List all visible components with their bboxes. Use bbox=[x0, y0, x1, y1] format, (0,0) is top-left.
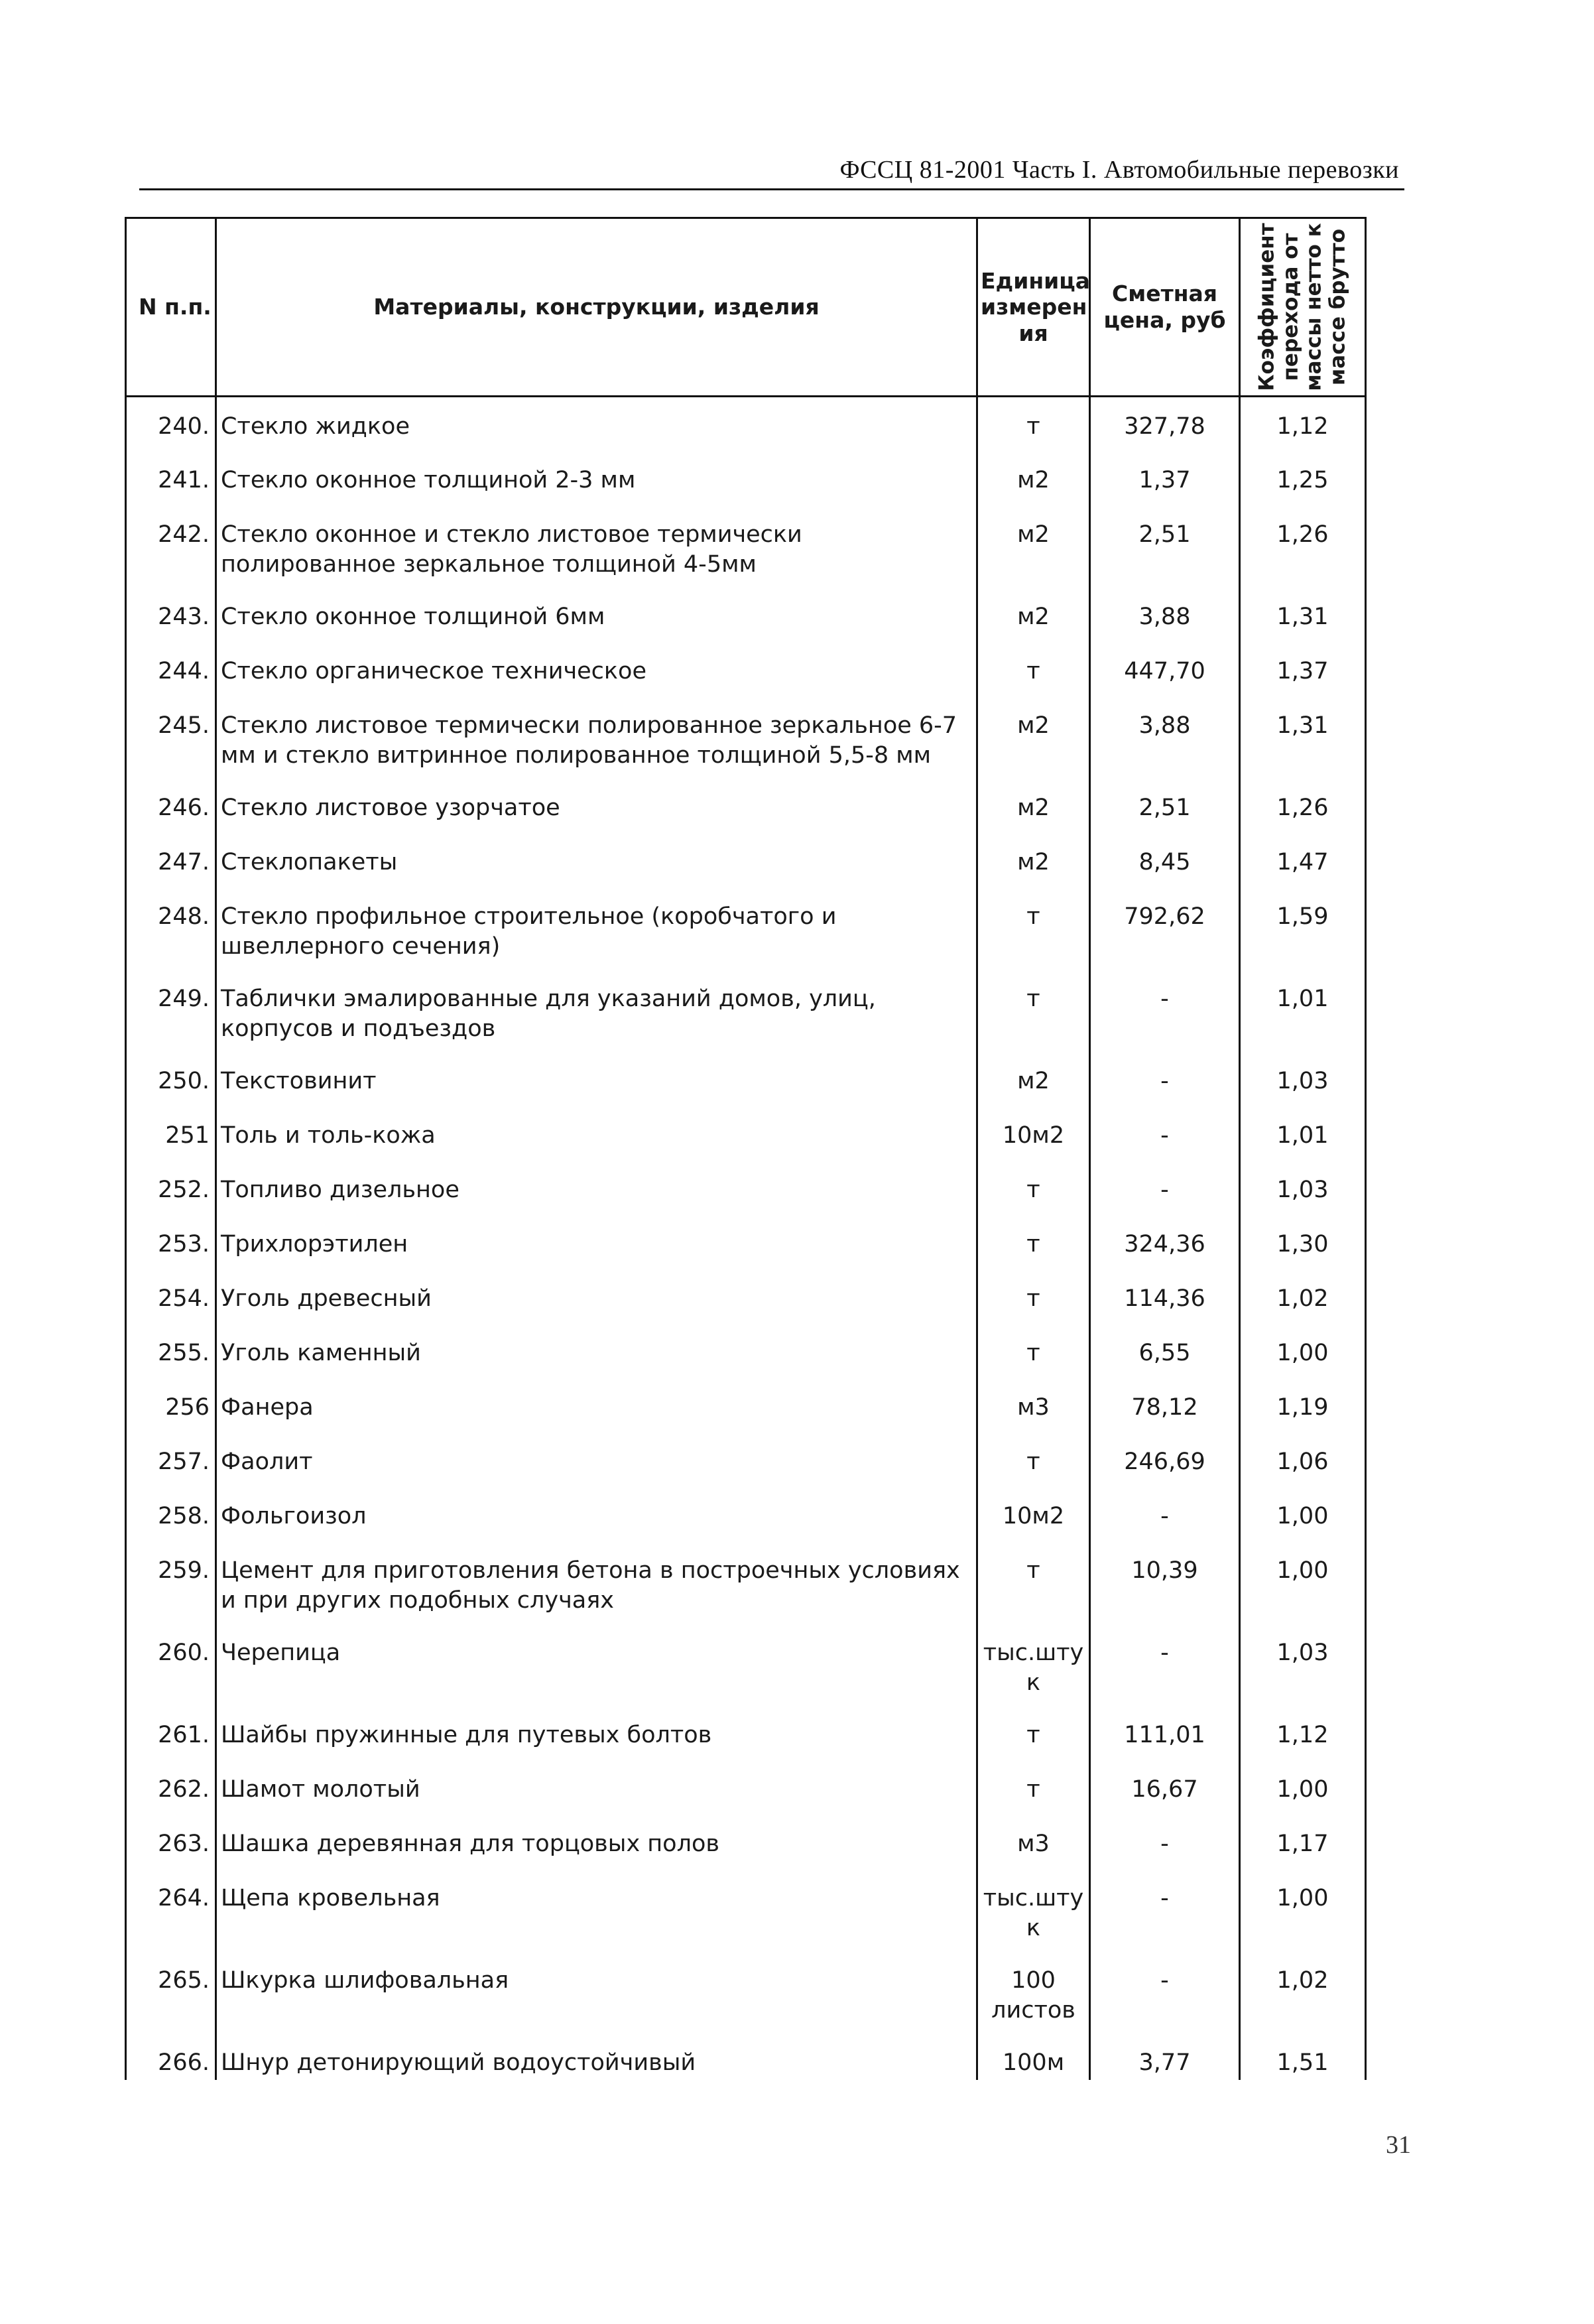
conversion-coefficient: 1,26 bbox=[1240, 505, 1366, 588]
unit-of-measure: т bbox=[977, 397, 1090, 451]
row-number: 250. bbox=[126, 1052, 216, 1106]
material-name: Щепа кровельная bbox=[216, 1869, 977, 1951]
row-number: 266. bbox=[126, 2033, 216, 2080]
row-number: 251 bbox=[126, 1106, 216, 1161]
material-name: Стекло органическое техническое bbox=[216, 642, 977, 696]
table-row bbox=[126, 505, 1366, 588]
table-row bbox=[126, 1869, 1366, 1951]
conversion-coefficient: 1,03 bbox=[1240, 1161, 1366, 1215]
material-name: Уголь каменный bbox=[216, 1324, 977, 1378]
unit-of-measure: м2 bbox=[977, 833, 1090, 887]
table-row bbox=[126, 833, 1366, 887]
estimated-price: - bbox=[1090, 1624, 1240, 1706]
table-row bbox=[126, 1106, 1366, 1161]
table-row bbox=[126, 1215, 1366, 1269]
estimated-price: - bbox=[1090, 1052, 1240, 1106]
unit-of-measure: 10м2 bbox=[977, 1106, 1090, 1161]
estimated-price: 324,36 bbox=[1090, 1215, 1240, 1269]
conversion-coefficient: 1,00 bbox=[1240, 1869, 1366, 1951]
material-name: Стекло листовое узорчатое bbox=[216, 779, 977, 833]
conversion-coefficient: 1,12 bbox=[1240, 397, 1366, 451]
row-number: 255. bbox=[126, 1324, 216, 1378]
unit-of-measure: т bbox=[977, 1215, 1090, 1269]
unit-of-measure: т bbox=[977, 642, 1090, 696]
unit-of-measure: тыс.шту к bbox=[977, 1624, 1090, 1706]
conversion-coefficient: 1,00 bbox=[1240, 1487, 1366, 1541]
material-name: Черепица bbox=[216, 1624, 977, 1706]
column-header-number: N п.п. bbox=[126, 218, 216, 397]
unit-of-measure: 10м2 bbox=[977, 1487, 1090, 1541]
conversion-coefficient: 1,25 bbox=[1240, 451, 1366, 505]
conversion-coefficient: 1,00 bbox=[1240, 1760, 1366, 1815]
material-name: Стекло профильное строительное (коробчатого и швеллерного сечения) bbox=[216, 887, 977, 970]
row-number: 257. bbox=[126, 1433, 216, 1487]
page-header bbox=[139, 151, 1404, 190]
conversion-coefficient: 1,47 bbox=[1240, 833, 1366, 887]
table-row bbox=[126, 970, 1366, 1052]
row-number: 259. bbox=[126, 1541, 216, 1624]
row-number: 248. bbox=[126, 887, 216, 970]
table-row bbox=[126, 1624, 1366, 1706]
unit-of-measure: тыс.шту к bbox=[977, 1869, 1090, 1951]
material-name: Стекло оконное и стекло листовое термически полированное зеркальное толщиной 4-5мм bbox=[216, 505, 977, 588]
row-number: 261. bbox=[126, 1706, 216, 1760]
conversion-coefficient: 1,03 bbox=[1240, 1624, 1366, 1706]
table-row bbox=[126, 1706, 1366, 1760]
conversion-coefficient: 1,02 bbox=[1240, 1269, 1366, 1324]
material-name: Текстовинит bbox=[216, 1052, 977, 1106]
estimated-price: 1,37 bbox=[1090, 451, 1240, 505]
table-body bbox=[126, 397, 1366, 2080]
material-name: Толь и толь-кожа bbox=[216, 1106, 977, 1161]
row-number: 254. bbox=[126, 1269, 216, 1324]
row-number: 265. bbox=[126, 1951, 216, 2033]
page-number: 31 bbox=[1386, 2131, 1411, 2159]
row-number: 241. bbox=[126, 451, 216, 505]
row-number: 258. bbox=[126, 1487, 216, 1541]
estimated-price: 16,67 bbox=[1090, 1760, 1240, 1815]
estimated-price: 114,36 bbox=[1090, 1269, 1240, 1324]
conversion-coefficient: 1,17 bbox=[1240, 1815, 1366, 1869]
estimated-price: 792,62 bbox=[1090, 887, 1240, 970]
conversion-coefficient: 1,03 bbox=[1240, 1052, 1366, 1106]
unit-of-measure: м2 bbox=[977, 588, 1090, 642]
row-number: 242. bbox=[126, 505, 216, 588]
conversion-coefficient: 1,01 bbox=[1240, 970, 1366, 1052]
column-header-coefficient bbox=[1240, 218, 1366, 397]
table-row bbox=[126, 588, 1366, 642]
table-row bbox=[126, 1487, 1366, 1541]
row-number: 247. bbox=[126, 833, 216, 887]
estimated-price: 447,70 bbox=[1090, 642, 1240, 696]
row-number: 245. bbox=[126, 696, 216, 779]
row-number: 240. bbox=[126, 397, 216, 451]
table-row bbox=[126, 1433, 1366, 1487]
estimated-price: 6,55 bbox=[1090, 1324, 1240, 1378]
unit-of-measure: т bbox=[977, 1760, 1090, 1815]
row-number: 249. bbox=[126, 970, 216, 1052]
table-row bbox=[126, 1760, 1366, 1815]
table-row bbox=[126, 1541, 1366, 1624]
material-name: Стекло листовое термически полированное зеркальное 6-7 мм и стекло витринное полированное толщиной 5,5-8 мм bbox=[216, 696, 977, 779]
estimated-price: 327,78 bbox=[1090, 397, 1240, 451]
unit-of-measure: т bbox=[977, 1269, 1090, 1324]
unit-of-measure: м2 bbox=[977, 779, 1090, 833]
table-row bbox=[126, 1324, 1366, 1378]
material-name: Шкурка шлифовальная bbox=[216, 1951, 977, 2033]
unit-of-measure: м2 bbox=[977, 1052, 1090, 1106]
conversion-coefficient: 1,01 bbox=[1240, 1106, 1366, 1161]
estimated-price: 3,88 bbox=[1090, 588, 1240, 642]
estimated-price: 8,45 bbox=[1090, 833, 1240, 887]
table-row bbox=[126, 779, 1366, 833]
table-row bbox=[126, 696, 1366, 779]
estimated-price: - bbox=[1090, 1487, 1240, 1541]
estimated-price: 2,51 bbox=[1090, 505, 1240, 588]
material-name: Стеклопакеты bbox=[216, 833, 977, 887]
material-name: Таблички эмалированные для указаний домов, улиц, корпусов и подъездов bbox=[216, 970, 977, 1052]
material-name: Шайбы пружинные для путевых болтов bbox=[216, 1706, 977, 1760]
table-row bbox=[126, 1052, 1366, 1106]
table-header bbox=[126, 218, 1366, 397]
material-name: Топливо дизельное bbox=[216, 1161, 977, 1215]
material-name: Уголь древесный bbox=[216, 1269, 977, 1324]
conversion-coefficient: 1,37 bbox=[1240, 642, 1366, 696]
conversion-coefficient: 1,59 bbox=[1240, 887, 1366, 970]
estimated-price: 3,88 bbox=[1090, 696, 1240, 779]
unit-of-measure: т bbox=[977, 1161, 1090, 1215]
material-name: Фаолит bbox=[216, 1433, 977, 1487]
material-name: Шнур детонирующий водоустойчивый bbox=[216, 2033, 977, 2080]
unit-of-measure: м2 bbox=[977, 505, 1090, 588]
table-row bbox=[126, 1951, 1366, 2033]
row-number: 264. bbox=[126, 1869, 216, 1951]
conversion-coefficient: 1,19 bbox=[1240, 1378, 1366, 1433]
material-name: Фольгоизол bbox=[216, 1487, 977, 1541]
unit-of-measure: т bbox=[977, 1706, 1090, 1760]
material-name: Стекло оконное толщиной 6мм bbox=[216, 588, 977, 642]
running-title: ФССЦ 81-2001 Часть I. Автомобильные перевозки bbox=[839, 156, 1399, 184]
material-name: Трихлорэтилен bbox=[216, 1215, 977, 1269]
estimated-price: - bbox=[1090, 1869, 1240, 1951]
row-number: 243. bbox=[126, 588, 216, 642]
material-name: Шамот молотый bbox=[216, 1760, 977, 1815]
conversion-coefficient: 1,06 bbox=[1240, 1433, 1366, 1487]
conversion-coefficient: 1,30 bbox=[1240, 1215, 1366, 1269]
estimated-price: 78,12 bbox=[1090, 1378, 1240, 1433]
row-number: 263. bbox=[126, 1815, 216, 1869]
unit-of-measure: 100м bbox=[977, 2033, 1090, 2080]
column-header-price: Сметная цена, руб bbox=[1090, 218, 1240, 397]
table-row bbox=[126, 642, 1366, 696]
table-row bbox=[126, 451, 1366, 505]
estimated-price: 246,69 bbox=[1090, 1433, 1240, 1487]
estimated-price: - bbox=[1090, 1106, 1240, 1161]
estimated-price: - bbox=[1090, 1951, 1240, 2033]
material-name: Стекло оконное толщиной 2-3 мм bbox=[216, 451, 977, 505]
row-number: 244. bbox=[126, 642, 216, 696]
conversion-coefficient: 1,00 bbox=[1240, 1541, 1366, 1624]
estimated-price: - bbox=[1090, 1815, 1240, 1869]
conversion-coefficient: 1,31 bbox=[1240, 588, 1366, 642]
unit-of-measure: м3 bbox=[977, 1815, 1090, 1869]
estimated-price: - bbox=[1090, 970, 1240, 1052]
row-number: 256 bbox=[126, 1378, 216, 1433]
price-table bbox=[125, 217, 1367, 2080]
conversion-coefficient: 1,51 bbox=[1240, 2033, 1366, 2080]
column-header-unit: Единица измерен ия bbox=[977, 218, 1090, 397]
conversion-coefficient: 1,31 bbox=[1240, 696, 1366, 779]
table-row bbox=[126, 1161, 1366, 1215]
estimated-price: - bbox=[1090, 1161, 1240, 1215]
unit-of-measure: т bbox=[977, 970, 1090, 1052]
price-table-container bbox=[125, 217, 1367, 2080]
row-number: 260. bbox=[126, 1624, 216, 1706]
conversion-coefficient: 1,12 bbox=[1240, 1706, 1366, 1760]
estimated-price: 2,51 bbox=[1090, 779, 1240, 833]
table-row bbox=[126, 1815, 1366, 1869]
material-name: Шашка деревянная для торцовых полов bbox=[216, 1815, 977, 1869]
column-header-material: Материалы, конструкции, изделия bbox=[216, 218, 977, 397]
unit-of-measure: т bbox=[977, 887, 1090, 970]
table-row bbox=[126, 1378, 1366, 1433]
material-name: Фанера bbox=[216, 1378, 977, 1433]
estimated-price: 111,01 bbox=[1090, 1706, 1240, 1760]
conversion-coefficient: 1,02 bbox=[1240, 1951, 1366, 2033]
unit-of-measure: т bbox=[977, 1324, 1090, 1378]
table-row bbox=[126, 1269, 1366, 1324]
table-row bbox=[126, 2033, 1366, 2080]
unit-of-measure: м2 bbox=[977, 696, 1090, 779]
row-number: 253. bbox=[126, 1215, 216, 1269]
table-row bbox=[126, 397, 1366, 451]
unit-of-measure: м3 bbox=[977, 1378, 1090, 1433]
material-name: Цемент для приготовления бетона в построечных условиях и при других подобных случаях bbox=[216, 1541, 977, 1624]
conversion-coefficient: 1,26 bbox=[1240, 779, 1366, 833]
estimated-price: 10,39 bbox=[1090, 1541, 1240, 1624]
row-number: 246. bbox=[126, 779, 216, 833]
coefficient-header-label: Коэффициент перехода от массы нетто к массе брутто bbox=[1255, 223, 1350, 391]
unit-of-measure: т bbox=[977, 1541, 1090, 1624]
unit-of-measure: 100 листов bbox=[977, 1951, 1090, 2033]
unit-of-measure: т bbox=[977, 1433, 1090, 1487]
material-name: Стекло жидкое bbox=[216, 397, 977, 451]
estimated-price: 3,77 bbox=[1090, 2033, 1240, 2080]
row-number: 252. bbox=[126, 1161, 216, 1215]
unit-of-measure: м2 bbox=[977, 451, 1090, 505]
table-row bbox=[126, 887, 1366, 970]
conversion-coefficient: 1,00 bbox=[1240, 1324, 1366, 1378]
row-number: 262. bbox=[126, 1760, 216, 1815]
